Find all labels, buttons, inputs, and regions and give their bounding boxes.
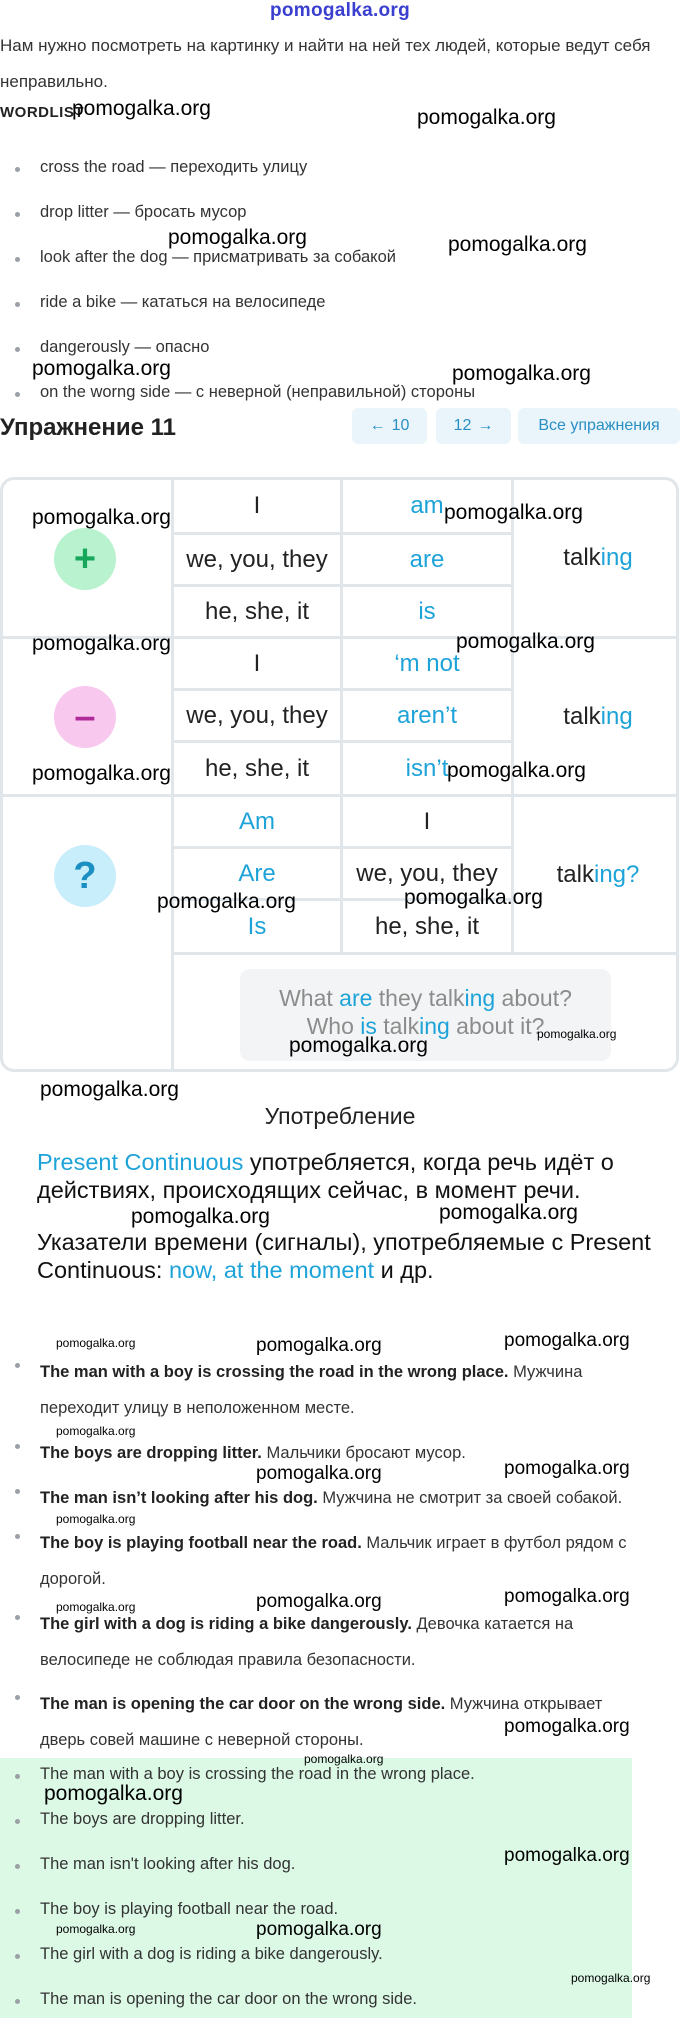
- list-item: The man with a boy is crossing the road in the wrong place.: [0, 1765, 475, 1784]
- list-item: cross the road — переходить улицу: [0, 158, 307, 177]
- watermark: pomogalka.org: [504, 1458, 630, 1479]
- watermark: pomogalka.org: [32, 357, 171, 380]
- wordlist-label: WORDLIST: [0, 104, 84, 121]
- watermark: pomogalka.org: [131, 1205, 270, 1228]
- aux-cell: aren’t: [396, 701, 458, 729]
- watermark: pomogalka.org: [157, 890, 296, 913]
- watermark: pomogalka.org: [444, 501, 583, 524]
- list-item: The man with a boy is crossing the road in the wrong place. Мужчина переходит улицу в неположенном месте.: [0, 1354, 640, 1426]
- aux-cell: am: [410, 492, 444, 519]
- intro-text: Нам нужно посмотреть на картинку и найти на ней тех людей, которые ведут себя неправильно.: [0, 36, 651, 91]
- watermark: pomogalka.org: [452, 362, 591, 385]
- pronoun-cell: we, you, they: [186, 545, 328, 573]
- watermark: pomogalka.org: [537, 1027, 617, 1041]
- aux-cell: Are: [238, 859, 276, 887]
- next-exercise-label: 12: [453, 417, 472, 434]
- verb-cell: talk ing: [563, 702, 633, 730]
- watermark: pomogalka.org: [32, 762, 171, 785]
- watermark: pomogalka.org: [417, 106, 556, 129]
- list-item: The man is opening the car door on the wrong side. Мужчина открывает дверь совей машине с неверной стороны.: [0, 1686, 640, 1758]
- verb-cell: talk ing?: [556, 860, 640, 888]
- all-exercises-label: Все упражнения: [538, 417, 660, 434]
- arrow-right-icon: →: [477, 417, 494, 434]
- watermark: pomogalka.org: [32, 632, 171, 655]
- aux-cell: isn’t: [405, 754, 449, 782]
- pronoun-cell: he, she, it: [374, 912, 480, 940]
- example-line: What are they talking about?: [279, 985, 572, 1011]
- aux-cell: is: [418, 597, 436, 625]
- example-line: Who is talking about it?: [306, 1013, 545, 1039]
- watermark: pomogalka.org: [304, 1752, 384, 1766]
- verb-cell: talk ing: [563, 544, 633, 571]
- watermark: pomogalka.org: [439, 1201, 578, 1224]
- list-item: The man isn’t looking after his dog. Мужчина не смотрит за своей собакой.: [0, 1480, 640, 1516]
- watermark: pomogalka.org: [504, 1586, 630, 1607]
- watermark: pomogalka.org: [404, 886, 543, 909]
- list-item: drop litter — бросать мусор: [0, 203, 246, 222]
- usage-text: Present Continuous употребляется, когда речь идёт о действиях, происходящих сейчас, в момент речи.: [37, 1149, 614, 1203]
- watermark: pomogalka.org: [256, 1919, 382, 1940]
- watermark: pomogalka.org: [56, 1922, 136, 1936]
- list-item: The girl with a dog is riding a bike dangerously.: [0, 1945, 383, 1964]
- list-item: The man isn't looking after his dog.: [0, 1855, 295, 1874]
- watermark: pomogalka.org: [56, 1424, 136, 1438]
- watermark: pomogalka.org: [256, 1463, 382, 1484]
- watermark: pomogalka.org: [32, 506, 171, 529]
- list-item: The girl with a dog is riding a bike dangerously. Девочка катается на велосипеде не соблюдая правила безопасности.: [0, 1606, 640, 1678]
- list-item: The boys are dropping litter. Мальчики бросают мусор.: [0, 1435, 640, 1471]
- aux-cell: Is: [247, 912, 267, 940]
- watermark: pomogalka.org: [72, 97, 211, 120]
- all-exercises-button[interactable]: [518, 408, 680, 444]
- pronoun-cell: we, you, they: [356, 859, 498, 887]
- pronoun-cell: I: [423, 807, 431, 835]
- minus-icon: –: [54, 686, 116, 748]
- pronoun-cell: I: [253, 492, 261, 519]
- prev-exercise-label: 10: [391, 417, 410, 434]
- watermark: pomogalka.org: [448, 233, 587, 256]
- prev-exercise-button[interactable]: [352, 408, 427, 444]
- question-icon: ?: [54, 845, 116, 907]
- watermark: pomogalka.org: [504, 1330, 630, 1351]
- list-item: look after the dog — присматривать за собакой: [0, 248, 396, 267]
- watermark: pomogalka.org: [456, 630, 595, 653]
- pronoun-cell: I: [253, 649, 261, 677]
- watermark: pomogalka.org: [504, 1716, 630, 1737]
- usage-signals: Указатели времени (сигналы), употребляемые с Present Continuous: now, at the moment и др.: [37, 1229, 651, 1283]
- pronoun-cell: he, she, it: [204, 754, 310, 782]
- pronoun-cell: we, you, they: [186, 701, 328, 729]
- watermark: pomogalka.org: [256, 1335, 382, 1356]
- watermark: pomogalka.org: [289, 1034, 428, 1057]
- watermark: pomogalka.org: [447, 759, 586, 782]
- watermark: pomogalka.org: [571, 1971, 651, 1985]
- exercise-title: Упражнение 11: [0, 414, 177, 441]
- watermark: pomogalka.org: [40, 1078, 179, 1101]
- list-item: The boys are dropping litter.: [0, 1810, 245, 1829]
- aux-cell: ‘m not: [394, 649, 460, 677]
- watermark: pomogalka.org: [56, 1512, 136, 1526]
- plus-icon: +: [54, 528, 116, 590]
- pronoun-cell: he, she, it: [204, 597, 310, 625]
- watermark: pomogalka.org: [56, 1600, 136, 1614]
- list-item: dangerously — опасно: [0, 338, 209, 357]
- watermark: pomogalka.org: [56, 1336, 136, 1350]
- list-item: The man is opening the car door on the wrong side.: [0, 1990, 417, 2009]
- aux-cell: Am: [239, 807, 275, 835]
- list-item: The boy is playing football near the road. Мальчик играет в футбол рядом с дорогой.: [0, 1525, 640, 1597]
- watermark: pomogalka.org: [168, 226, 307, 249]
- list-item: on the worng side — с неверной (неправильной) стороны: [0, 383, 475, 402]
- usage-title: Употребление: [264, 1103, 416, 1129]
- watermark: pomogalka.org: [44, 1782, 183, 1805]
- list-item: ride a bike — кататься на велосипеде: [0, 293, 325, 312]
- next-exercise-button[interactable]: [436, 408, 511, 444]
- list-item: The boy is playing football near the road.: [0, 1900, 338, 1919]
- watermark: pomogalka.org: [256, 1591, 382, 1612]
- watermark: pomogalka.org: [504, 1845, 630, 1866]
- arrow-left-icon: ←: [369, 417, 386, 434]
- aux-cell: are: [409, 545, 445, 573]
- site-logo[interactable]: pomogalka.org: [269, 0, 411, 21]
